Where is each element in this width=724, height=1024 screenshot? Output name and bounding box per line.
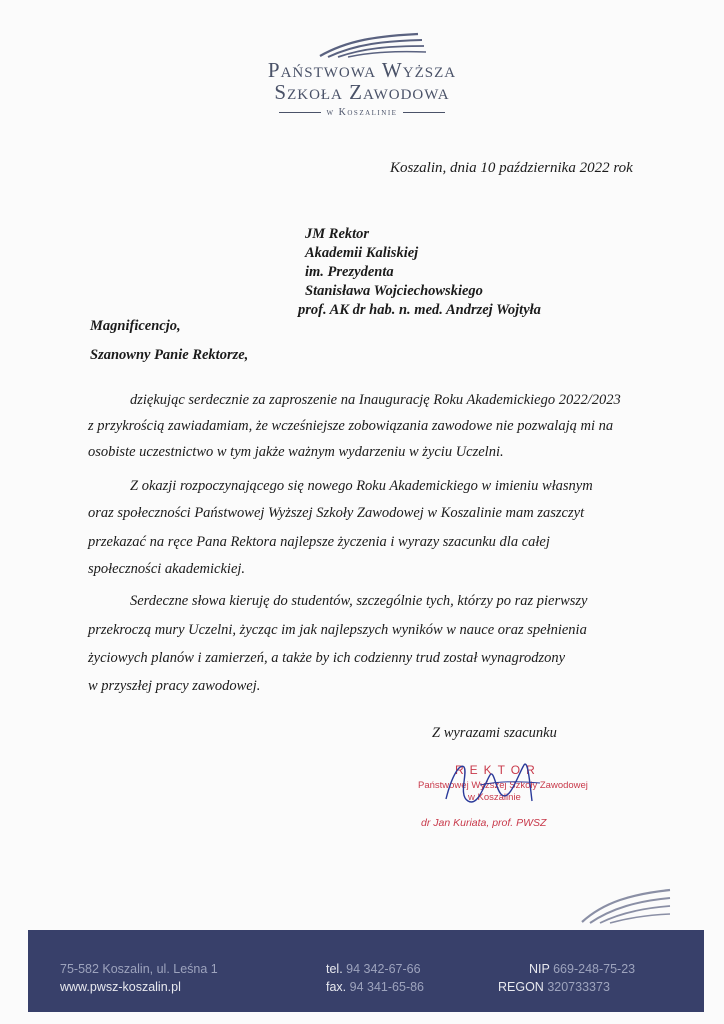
footer-tel: tel. 94 342-67-66	[326, 962, 421, 976]
signature-icon	[440, 755, 550, 815]
body-line: dziękując serdecznie za zaproszenie na Inaugurację Roku Akademickiego 2022/2023	[130, 392, 621, 408]
body-line: osobiste uczestnictwo w tym jakże ważnym wydarzeniu w życiu Uczelni.	[88, 444, 504, 460]
letterhead-line3	[0, 107, 724, 118]
body-line: z przykrością zawiadamiam, że wcześniejsze zobowiązania zawodowe nie pozwalają mi na	[88, 418, 614, 434]
body-line: społeczności akademickiej.	[88, 561, 246, 577]
footer-website[interactable]: www.pwsz-koszalin.pl	[60, 980, 181, 994]
body-line: Z okazji rozpoczynającego się nowego Roku Akademickiego w imieniu własnym	[130, 478, 593, 494]
footer-fax: fax. 94 341-65-86	[326, 980, 425, 994]
footer-regon: REGON 320733373	[498, 980, 610, 994]
body-line: życiowych planów i zamierzeń, a także by ich codzienny trud został wynagrodzony	[88, 650, 566, 666]
body-line: w przyszłej pracy zawodowej.	[88, 678, 261, 694]
letterhead-city: w Koszalinie	[326, 107, 398, 118]
recipient-line: im. Prezydenta	[305, 264, 394, 280]
footer-band	[28, 930, 704, 1012]
recipient-line: JM Rektor	[305, 226, 370, 242]
divider	[279, 112, 321, 113]
footer-nip: NIP 669-248-75-23	[529, 962, 636, 976]
body-line: przekazać na ręce Pana Rektora najlepsze życzenia i wyrazy szacunku dla całej	[88, 534, 550, 550]
closing-phrase: Z wyrazami szacunku	[432, 725, 557, 741]
salutation-rektor: Szanowny Panie Rektorze,	[90, 347, 249, 363]
recipient-line: Stanisława Wojciechowskiego	[305, 283, 483, 299]
body-line: przekroczą mury Uczelni, życząc im jak najlepszych wyników w nauce oraz spełnienia	[88, 622, 587, 638]
body-line: oraz społeczności Państwowej Wyższej Szkoły Zawodowej w Koszalinie mam zaszczyt	[88, 505, 585, 521]
divider	[403, 112, 445, 113]
stamp-title: REKTOR	[455, 763, 541, 777]
recipient-line: prof. AK dr hab. n. med. Andrzej Wojtyła	[298, 302, 541, 318]
letterhead-line1: Państwowa Wyższa	[267, 58, 457, 82]
footer-address: 75-582 Koszalin, ul. Leśna 1	[60, 962, 218, 976]
stamp-line: Państwowej Wyższej Szkoły Zawodowej	[418, 780, 588, 791]
letter-date: Koszalin, dnia 10 października 2022 rok	[390, 160, 633, 176]
footer-waves-icon	[580, 888, 672, 924]
logo-waves-icon	[318, 32, 428, 58]
stamp-line: w Koszalinie	[468, 792, 521, 803]
letterhead-line2: Szkoła Zawodowa	[274, 80, 450, 104]
salutation-magnificencjo: Magnificencjo,	[90, 318, 181, 334]
stamp-name: dr Jan Kuriata, prof. PWSZ	[421, 817, 547, 829]
recipient-line: Akademii Kaliskiej	[305, 245, 419, 261]
body-line: Serdeczne słowa kieruję do studentów, szczególnie tych, którzy po raz pierwszy	[130, 593, 588, 609]
